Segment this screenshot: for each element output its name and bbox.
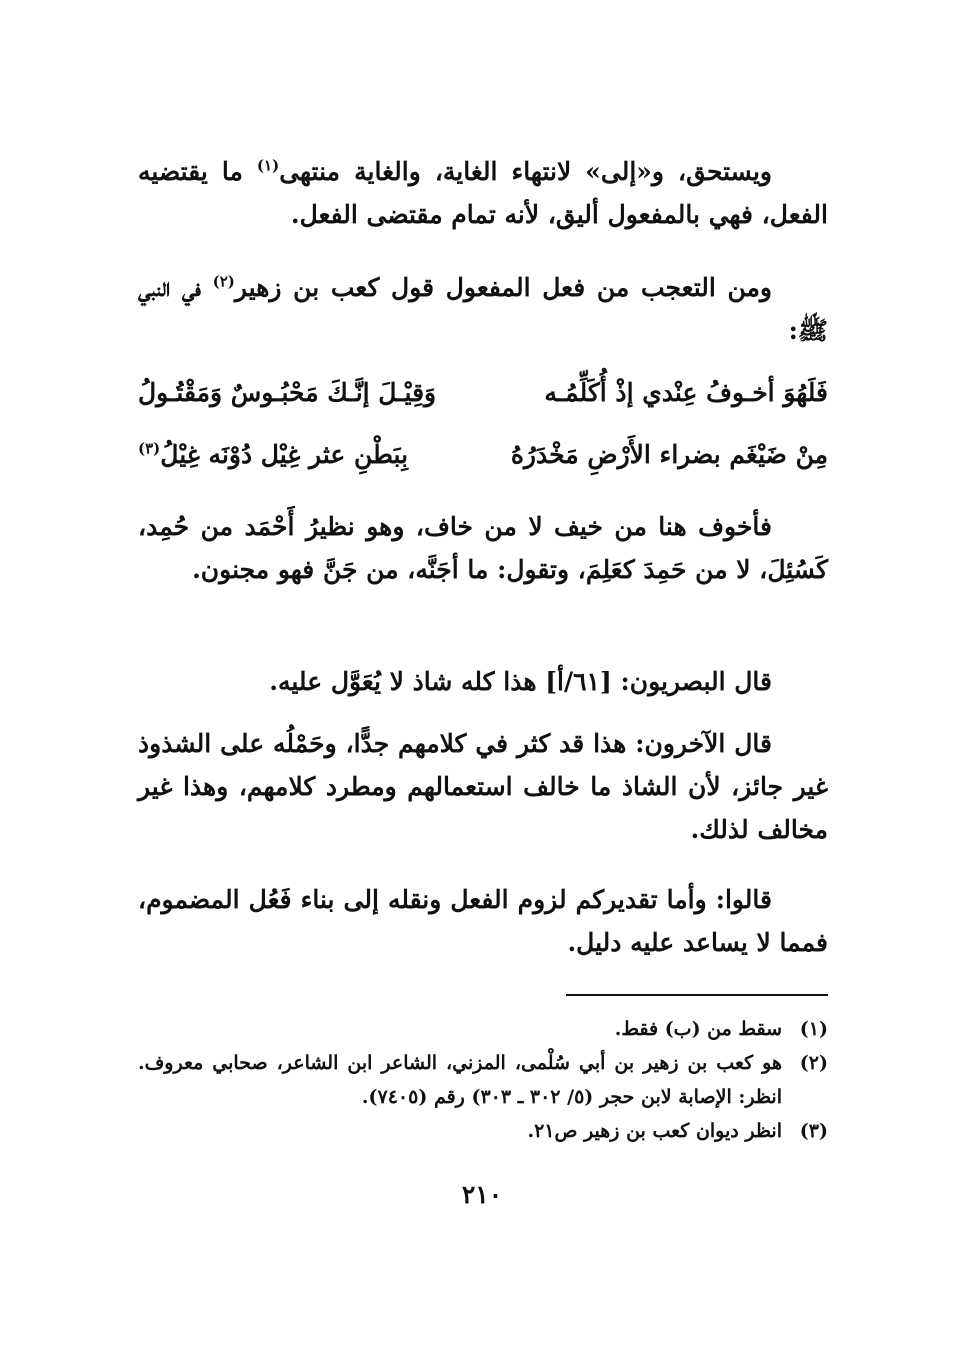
paragraph-5 bbox=[138, 722, 828, 851]
footnote-1-text: سقط من (ب) فقط. bbox=[614, 1018, 782, 1040]
paragraph-1-text-b: ما يقتضيه الفعل، فهي بالمفعول أليق، لأنه تمام مقتضى الفعل. bbox=[138, 157, 828, 229]
footnote-3-number: (٣) bbox=[799, 1120, 828, 1142]
footnote-2-number: (٢) bbox=[799, 1052, 828, 1074]
poem-verse-2-second-hemistich-text: بِبَطْنِ عثر غِيْل دُوْنَه غِيْلُ bbox=[160, 440, 409, 469]
footnote-ref-3: (٣) bbox=[138, 439, 161, 458]
poem-verse-1-second-hemistich: وَقِيْـلَ إنَّـكَ مَحْبُـوسٌ وَمَقْتُـولُ bbox=[138, 378, 437, 407]
paragraph-6-text: قالوا: وأما تقديركم لزوم الفعل ونقله إلى بناء فَعُل المضموم، فمما لا يساعد عليه دليل. bbox=[138, 885, 828, 957]
footnote-2-text: هو كعب بن زهير بن أبي سُلْمى، المزني، الشاعر ابن الشاعر، صحابي معروف. انظر: الإصابة لابن حجر (٥/ ٣٠٢ ـ ٣٠٣) رقم (٧٤٠٥). bbox=[138, 1052, 782, 1108]
poem-verse-1 bbox=[138, 378, 828, 428]
paragraph-3-text: فأخوف هنا من خيف لا من خاف، وهو نظيرُ أَحْمَد من حُمِد، كَسُئِلَ، لا من حَمِدَ كعَلِمَ، وتقول: ما أجَنَّه، من جَنَّ فهو مجنون. bbox=[138, 512, 828, 584]
footnote-2 bbox=[138, 1046, 828, 1114]
footnote-1 bbox=[138, 1012, 828, 1046]
footnote-1-number: (١) bbox=[799, 1018, 828, 1040]
paragraph-2-text-a: ومن التعجب من فعل المفعول قول كعب بن زهير bbox=[234, 273, 772, 302]
paragraph-1 bbox=[138, 150, 828, 236]
footnote-separator bbox=[566, 994, 828, 996]
footnotes-section bbox=[138, 1012, 828, 1148]
poem-verse-2 bbox=[138, 440, 828, 490]
paragraph-2-text-b: في النبي ﷺ: bbox=[138, 273, 828, 345]
paragraph-6 bbox=[138, 878, 828, 964]
footnote-3 bbox=[138, 1114, 828, 1148]
poem-verse-2-second-hemistich bbox=[138, 440, 408, 469]
paragraph-4 bbox=[138, 660, 828, 703]
page-number: ٢١٠ bbox=[461, 1180, 503, 1209]
paragraph-1-text-a: ويستحق، و«إلى» لانتهاء الغاية، والغاية منتهى bbox=[279, 157, 772, 186]
paragraph-5-text: قال الآخرون: هذا قد كثر في كلامهم جدًّا، وحَمْلُه على الشذوذ غير جائز، لأن الشاذ ما خالف استعمالهم ومطرد كلامهم، وهذا غير مخالف لذلك. bbox=[138, 729, 828, 844]
paragraph-2 bbox=[138, 266, 828, 352]
poem-verse-1-first-hemistich: فَلَهُوَ أخـوفُ عِنْدي إذْ أُكَلِّمُـه bbox=[544, 378, 828, 407]
paragraph-3 bbox=[138, 505, 828, 591]
footnote-3-text: انظر ديوان كعب بن زهير ص٢١. bbox=[527, 1120, 782, 1142]
paragraph-4-text: قال البصريون: [٦١/أ] هذا كله شاذ لا يُعَوَّل عليه. bbox=[269, 667, 772, 696]
footnote-ref-1: (١) bbox=[256, 156, 280, 175]
footnote-ref-2: (٢) bbox=[212, 272, 235, 291]
poem-verse-2-first-hemistich: مِنْ ضَيْغَم بضراء الأَرْضِ مَخْدَرُهُ bbox=[510, 440, 828, 469]
